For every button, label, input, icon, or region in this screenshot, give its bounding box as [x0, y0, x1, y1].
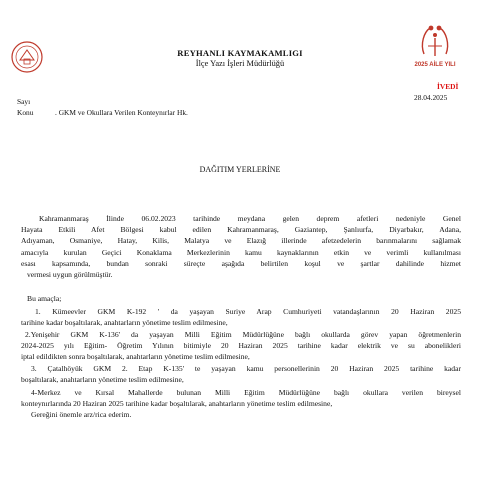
intro-line: vermesi uygun görülmüştür. — [27, 270, 113, 280]
item-4 — [21, 387, 461, 409]
intro-line: Adıyaman, Osmaniye, Hatay, Kilis, Malatya ve Elazığ illerinde afetzedelerin barınmalarını sağlamak — [21, 236, 461, 246]
item-2 — [21, 329, 461, 363]
document-date: 28.04.2025 — [414, 93, 448, 102]
item-line: tarihine kadar boşaltılarak, anahtarların yönetime teslim edilmesine, — [21, 318, 228, 328]
family-year-caption: 2025 AİLE YILI — [414, 62, 456, 68]
item-line: 4-Merkez ve Kırsal Mahallerde bulunan Milli Eğitim Müdürlüğüne bağlı okullara verilen bireysel — [31, 388, 461, 397]
item-line: 1. Kümeevler GKM K-192 ' da yaşayan Suriye Arap Cumhuriyeti vatandaşlarının 20 Haziran 2025 — [35, 307, 461, 316]
intro-line: Kahramanmaraş İlinde 06.02.2023 tarihinde meydana gelen deprem afetleri nedeniyle Genel — [39, 214, 461, 223]
item-line: 2.Yenişehir GKM K-136' da yaşayan Milli Eğitim Müdürlüğüne bağlı okullarda görev yapan öğretmenlerin — [25, 330, 461, 339]
intro-line: Hayata Etkili Afet Bölgesi kabul edilen Kahramanmaraş, Gaziantep, Şanlıurfa, Diyarbakır, Adana, — [21, 225, 461, 235]
konu-label: Konu — [17, 108, 34, 117]
intro-line: amacıyla kurulan Geçici Konaklama Merkezlerinin kamu kaynaklarının etkin ve verimli kullanılması — [21, 247, 461, 257]
item-line: boşaltılarak, anahtarların yönetime teslim edilmesine, — [21, 375, 184, 385]
sayi-label: Sayı — [17, 97, 31, 106]
institution-title: REYHANLI KAYMAKAMLIGI — [177, 48, 303, 58]
intro-paragraph — [21, 213, 461, 280]
konu-value: . GKM ve Okullara Verilen Konteynırlar Hk. — [55, 108, 188, 117]
purpose-label: Bu amaçla; — [27, 294, 62, 303]
item-line: 3. Çatalhöyük GKM 2. Etap K-135' te yaşayan kamu personellerinin 20 Haziran 2025 tarihine kadar — [31, 364, 461, 373]
item-1 — [21, 306, 461, 328]
recipient-heading: DAĞITIM YERLERİNE — [199, 165, 281, 174]
item-line: 2024-2025 yılı Eğitim- Öğretim Yılının bitimiyle 20 Haziran 2025 tarihine kadar elektrik ve su abonelikleri — [21, 341, 461, 351]
item-3 — [21, 363, 461, 385]
department-title: İlçe Yazı İşleri Müdürlüğü — [195, 59, 285, 68]
intro-line: esası kapsamında, bundan sonraki süreçte aşağıda belirtilen koşul ve şartlar dahilinde hizmet — [21, 258, 461, 268]
item-line: iptal edildikten sonra boşaltılarak, anahtarların yönetime teslim edilmesine, — [21, 352, 250, 362]
closing-line: Gereğini önemle arz/rica ederim. — [31, 410, 132, 419]
urgency-label: İVEDİ — [437, 82, 459, 91]
item-line: konteynırlarında 20 Haziran 2025 tarihine kadar boşaltılarak, anahtarların yönetime teslim edilmesine, — [21, 399, 333, 409]
